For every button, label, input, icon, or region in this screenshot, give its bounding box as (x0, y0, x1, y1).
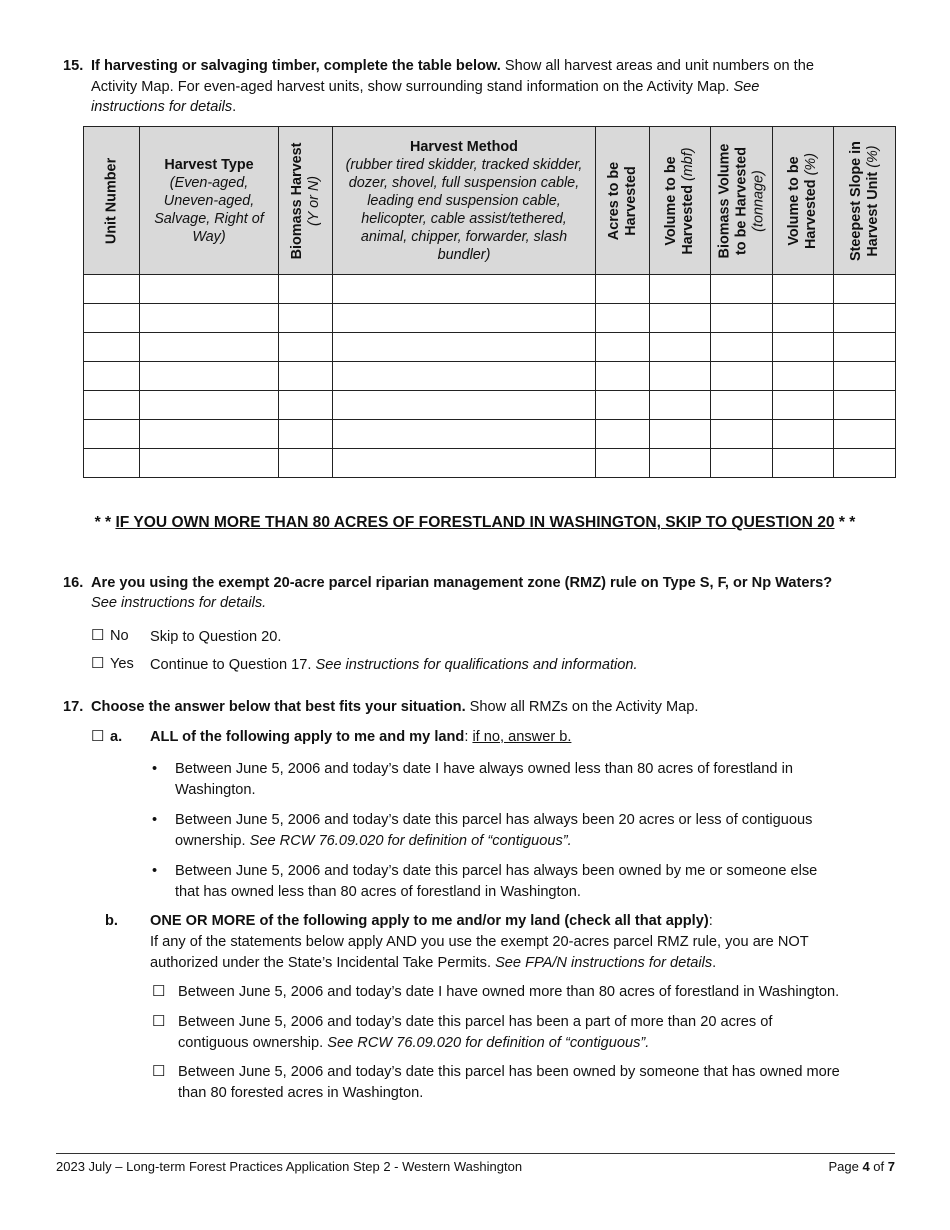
volume-pct-unit: (%) (803, 152, 819, 175)
table-cell-input[interactable] (333, 362, 596, 391)
page-total: 7 (887, 1159, 895, 1174)
harvest-type-title: Harvest Type (164, 156, 254, 173)
table-cell-input[interactable] (140, 391, 279, 420)
q16-no-label: No (110, 628, 129, 644)
table-cell-input[interactable] (333, 449, 596, 478)
check-option-text (178, 1012, 893, 1053)
table-cell-input[interactable] (596, 333, 650, 362)
banner-text: IF YOU OWN MORE THAN 80 ACRES OF FORESTLAND IN WASHINGTON, SKIP TO QUESTION 20 (115, 514, 835, 531)
bullet-icon: • (152, 863, 158, 879)
acres-line2: Harvested (622, 165, 639, 236)
table-cell-input[interactable] (834, 449, 896, 478)
col-slope (834, 127, 896, 275)
q16-no-checkbox[interactable] (91, 626, 104, 647)
q16-yes-text-italic: See instructions for qualifications and information. (315, 657, 638, 673)
table-cell-input[interactable] (834, 333, 896, 362)
col-volume-pct (773, 127, 834, 275)
table-row (84, 333, 896, 362)
q15-number: 15. (63, 58, 84, 74)
q17-a-heading (150, 727, 571, 748)
col-unit-number (84, 127, 140, 275)
slope-label (848, 141, 882, 261)
table-cell-input[interactable] (140, 420, 279, 449)
q16-yes-label: Yes (110, 656, 134, 672)
table-cell-input[interactable] (834, 304, 896, 333)
col-volume (650, 127, 711, 275)
table-cell-input[interactable] (650, 449, 711, 478)
q16-number: 16. (63, 575, 84, 591)
volume-line2: Harvested (680, 180, 696, 255)
col-harvest-method (333, 127, 596, 275)
q17-b-p1: If any of the statements below apply AND you use the exempt 20-acres parcel RMZ rule, you are NOT (150, 934, 809, 950)
list-item (175, 861, 875, 902)
volume-line1: Volume to be (663, 155, 679, 246)
table-cell-input[interactable] (834, 362, 896, 391)
skip-banner (0, 513, 950, 534)
table-row (84, 420, 896, 449)
check-option-checkbox[interactable]: ☐ (152, 1013, 166, 1030)
harvest-type-detail: (Even-aged, Uneven-aged, Salvage, Right of Way) (154, 174, 264, 245)
q17-text (91, 697, 891, 718)
q17-a-label: a. (110, 729, 123, 745)
table-cell-input[interactable] (650, 420, 711, 449)
biomass-harvest-label (289, 142, 323, 259)
q16-see: See instructions for details. (91, 595, 267, 611)
list-item-line2: that has owned less than 80 acres of forestland in Washington. (175, 883, 581, 900)
volume-pct-line1: Volume to be (786, 155, 802, 246)
q17-a-checkbox[interactable] (91, 727, 104, 748)
footer-title: 2023 July – Long-term Forest Practices Application Step 2 - Western Washington (56, 1159, 523, 1174)
list-item-line1: Between June 5, 2006 and today’s date this parcel has always been owned by me or someone else (175, 863, 818, 879)
table-cell-input[interactable] (279, 449, 333, 478)
table-cell-input[interactable] (773, 304, 834, 333)
table-cell-input[interactable] (834, 391, 896, 420)
volume-unit: (mbf) (680, 146, 696, 181)
list-item (175, 759, 875, 800)
table-cell-input[interactable] (834, 420, 896, 449)
list-item-line2-italic: See RCW 76.09.020 for definition of “contiguous”. (249, 832, 572, 849)
acres-label (606, 161, 640, 239)
q15-line2: Activity Map. For even-aged harvest units, show surrounding stand information on the Activity Map. (91, 78, 734, 95)
check-option-line2: than 80 forested acres in Washington. (178, 1084, 424, 1101)
q15-see: See (733, 78, 760, 95)
table-cell-input[interactable] (711, 333, 773, 362)
q17-text-rest: Show all RMZs on the Activity Map. (465, 699, 699, 715)
q17-b-colon: : (708, 913, 713, 929)
biomass-volume-line1: Biomass Volume (716, 143, 732, 258)
acres-line1: Acres to be (605, 161, 622, 240)
table-cell-input[interactable] (773, 420, 834, 449)
slope-unit: (%) (864, 144, 881, 168)
bullet-icon: • (152, 812, 158, 828)
volume-pct-line2: Harvested (803, 174, 819, 249)
q15-lead: If harvesting or salvaging timber, complete the table below. (91, 58, 501, 74)
q17-a-colon: : (464, 729, 473, 745)
q16-yes-checkbox[interactable] (91, 654, 104, 675)
table-cell-input[interactable] (773, 333, 834, 362)
table-cell-input[interactable] (84, 362, 140, 391)
q17-b-p2-italic: See FPA/N instructions for details (495, 954, 713, 971)
harvest-method-detail: (rubber tired skidder, tracked skidder, dozer, shovel, full suspension cable, leading end suspension cable, helicopter, cable assist/tethered, animal, chipper, forwarder, slash bundler) (345, 156, 583, 263)
page-prefix: Page (828, 1159, 863, 1174)
table-cell-input[interactable] (140, 275, 279, 304)
table-cell-input[interactable] (650, 304, 711, 333)
bullet-icon: • (152, 761, 158, 777)
volume-label (663, 147, 697, 254)
q17-b-p2-end: . (712, 954, 717, 971)
table-row (84, 275, 896, 304)
biomass-volume-unit: (tonnage) (750, 169, 766, 232)
table-cell-input[interactable] (711, 275, 773, 304)
q16-yes-text (150, 655, 638, 676)
volume-pct-label (786, 153, 820, 249)
check-option-text (178, 1062, 893, 1103)
check-option-checkbox[interactable]: ☐ (152, 1063, 166, 1080)
table-cell-input[interactable] (596, 304, 650, 333)
table-cell-input[interactable] (333, 275, 596, 304)
table-cell-input[interactable] (279, 391, 333, 420)
table-cell-input[interactable] (140, 449, 279, 478)
page-number: 4 (862, 1159, 870, 1174)
biomass-harvest-title: Biomass Harvest (288, 142, 305, 259)
table-cell-input[interactable] (596, 449, 650, 478)
table-row (84, 362, 896, 391)
q17-b-label: b. (105, 913, 118, 929)
table-cell-input[interactable] (773, 391, 834, 420)
q17-b-p2: authorized under the State’s Incidental Take Permits. (150, 954, 496, 971)
table-cell-input[interactable] (834, 275, 896, 304)
footer-page (828, 1157, 895, 1178)
slope-line1: Steepest Slope in (847, 140, 864, 261)
table-cell-input[interactable] (711, 362, 773, 391)
check-option-line1: Between June 5, 2006 and today’s date this parcel has been a part of more than 20 acres of (178, 1014, 773, 1030)
table-cell-input[interactable] (650, 362, 711, 391)
q17-lead: Choose the answer below that best fits your situation. (91, 699, 466, 715)
biomass-volume-label (716, 143, 767, 258)
harvest-method-title: Harvest Method (410, 138, 518, 155)
table-cell-input[interactable] (84, 391, 140, 420)
banner-suffix: * * (834, 514, 856, 531)
col-harvest-type (140, 127, 279, 275)
biomass-volume-line2: to be Harvested (733, 146, 749, 255)
banner-prefix: * * (94, 514, 116, 531)
table-cell-input[interactable] (333, 420, 596, 449)
q16-yes-text-plain: Continue to Question 17. (150, 657, 316, 673)
table-cell-input[interactable] (333, 333, 596, 362)
table-cell-input[interactable] (140, 333, 279, 362)
table-cell-input[interactable] (140, 362, 279, 391)
unit-number-label: Unit Number (103, 157, 119, 244)
q17-a-heading-text: ALL of the following apply to me and my land (150, 729, 465, 745)
list-item-line2: ownership. (175, 832, 250, 849)
check-option-checkbox[interactable]: ☐ (152, 983, 166, 1000)
table-row (84, 304, 896, 333)
table-header-row (84, 127, 896, 275)
table-cell-input[interactable] (84, 275, 140, 304)
table-cell-input[interactable] (711, 420, 773, 449)
table-cell-input[interactable] (596, 420, 650, 449)
footer-divider (56, 1153, 895, 1154)
check-option-line1: Between June 5, 2006 and today’s date this parcel has been owned by someone that has owned more (178, 1064, 840, 1080)
harvest-table (83, 126, 896, 478)
table-row (84, 391, 896, 420)
table-cell-input[interactable] (84, 420, 140, 449)
check-option-line2-italic: See RCW 76.09.020 for definition of “contiguous”. (327, 1034, 650, 1051)
page-mid: of (869, 1159, 888, 1174)
q16-no-text: Skip to Question 20. (150, 629, 282, 645)
table-cell-input[interactable] (596, 391, 650, 420)
col-biomass-volume (711, 127, 773, 275)
q15-line3: instructions for details (91, 99, 233, 115)
table-row (84, 449, 896, 478)
list-item-line1: Between June 5, 2006 and today’s date I have always owned less than 80 acres of forestland in (175, 761, 793, 777)
table-cell-input[interactable] (84, 304, 140, 333)
table-cell-input[interactable] (596, 275, 650, 304)
table-cell-input[interactable] (596, 362, 650, 391)
list-item-line1: Between June 5, 2006 and today’s date this parcel has always been 20 acres or less of contiguous (175, 812, 813, 828)
q17-number: 17. (63, 699, 84, 715)
table-cell-input[interactable] (650, 275, 711, 304)
biomass-harvest-detail: (Y or N) (305, 175, 322, 226)
table-cell-input[interactable] (711, 449, 773, 478)
table-cell-input[interactable] (773, 275, 834, 304)
table-cell-input[interactable] (279, 362, 333, 391)
table-cell-input[interactable] (279, 275, 333, 304)
table-cell-input[interactable] (773, 362, 834, 391)
q17-a-link: if no, answer b. (472, 729, 572, 745)
q17-b-paragraph (150, 932, 890, 973)
table-cell-input[interactable] (140, 304, 279, 333)
slope-line2: Harvest Unit (864, 167, 881, 257)
check-option-line2: contiguous ownership. (178, 1034, 328, 1051)
check-option-text (178, 982, 893, 1003)
table-cell-input[interactable] (84, 333, 140, 362)
checkbox-icon: ☐ (91, 627, 105, 644)
check-option-line1: Between June 5, 2006 and today’s date I have owned more than 80 acres of forestland in Washington. (178, 984, 840, 1000)
table-cell-input[interactable] (279, 333, 333, 362)
table-cell-input[interactable] (279, 304, 333, 333)
col-acres (596, 127, 650, 275)
table-cell-input[interactable] (333, 391, 596, 420)
table-cell-input[interactable] (773, 449, 834, 478)
table-cell-input[interactable] (650, 391, 711, 420)
checkbox-icon: ☐ (91, 655, 105, 672)
q15-line3-end: . (232, 99, 237, 115)
checkbox-icon: ☐ (91, 728, 105, 745)
col-biomass-harvest (279, 127, 333, 275)
table-cell-input[interactable] (650, 333, 711, 362)
list-item-line2: Washington. (175, 781, 256, 798)
q16-question: Are you using the exempt 20-acre parcel riparian management zone (RMZ) rule on Type S, F, or Np Waters? (91, 575, 833, 591)
table-cell-input[interactable] (279, 420, 333, 449)
q17-b-heading (150, 911, 890, 932)
table-cell-input[interactable] (711, 304, 773, 333)
list-item (175, 810, 875, 851)
q15-text (91, 56, 891, 118)
q17-b-heading-text: ONE OR MORE of the following apply to me and/or my land (check all that apply) (150, 913, 709, 929)
q15-text1: Show all harvest areas and unit numbers on the (500, 58, 814, 74)
table-cell-input[interactable] (711, 391, 773, 420)
table-cell-input[interactable] (333, 304, 596, 333)
table-cell-input[interactable] (84, 449, 140, 478)
